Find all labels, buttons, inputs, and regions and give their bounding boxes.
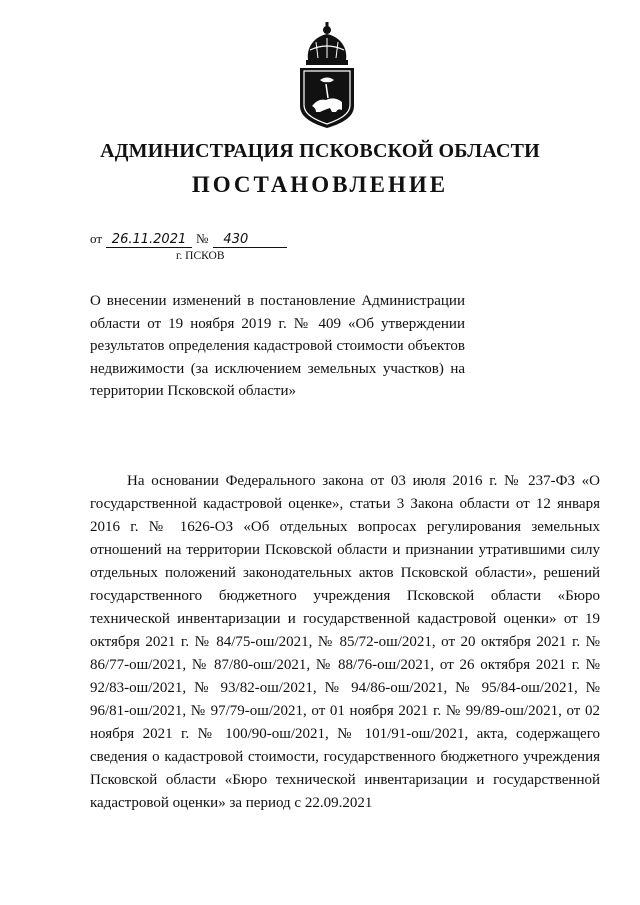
date-prefix: от: [90, 231, 103, 246]
organization-title: АДМИНИСТРАЦИЯ ПСКОВСКОЙ ОБЛАСТИ: [100, 140, 540, 162]
document-number: 430: [213, 233, 287, 248]
document-subject: О внесении изменений в постановление Администрации области от 19 ноября 2019 г. № 409 «Об утверждении результатов определения кадастровой стоимости объектов недвижимости (за исключением земельных участков) на территории Псковской области»: [90, 293, 465, 399]
number-prefix: №: [196, 231, 209, 246]
document-body: На основании Федерального закона от 03 июля 2016 г. № 237-ФЗ «О государственной кадастровой оценке», статьи 3 Закона области от 12 января 2016 г. № 1626-ОЗ «Об отдельных вопросах регулирования земельных отношений на территории Псковской области и признании утратившими силу отдельных положений законодательных актов Псковской области», решений государственного бюджетного учреждения Псковской области «Бюро технической инвентаризации и государственной кадастровой оценки» от 19 октября 2021 г. № 84/75-ош/2021, № 85/72-ош/2021, от 20 октября 2021 г. № 86/77-ош/2021, № 87/80-ош/2021, № 88/76-ош/2021, от 26 октября 2021 г. № 92/83-ош/2021, № 93/82-ош/2021, № 94/86-ош/2021, № 95/84-ош/2021, № 96/81-ош/2021, № 97/79-ош/2021, от 01 ноября 2021 г. № 99/89-ош/2021, от 02 ноября 2021 г. № 100/90-ош/2021, № 101/91-ош/2021, акта, содержащего сведения о кадастровой стоимости, государственного бюджетного учреждения Псковской области «Бюро технической инвентаризации и государственной кадастровой оценки» за период с 22.09.2021: [90, 473, 600, 811]
document-type-title: ПОСТАНОВЛЕНИЕ: [191, 172, 449, 197]
city-label: г. ПСКОВ: [176, 250, 225, 262]
coat-of-arms-icon: [292, 20, 362, 130]
date-number-line: [90, 231, 287, 248]
document-date: 26.11.2021: [106, 233, 192, 248]
